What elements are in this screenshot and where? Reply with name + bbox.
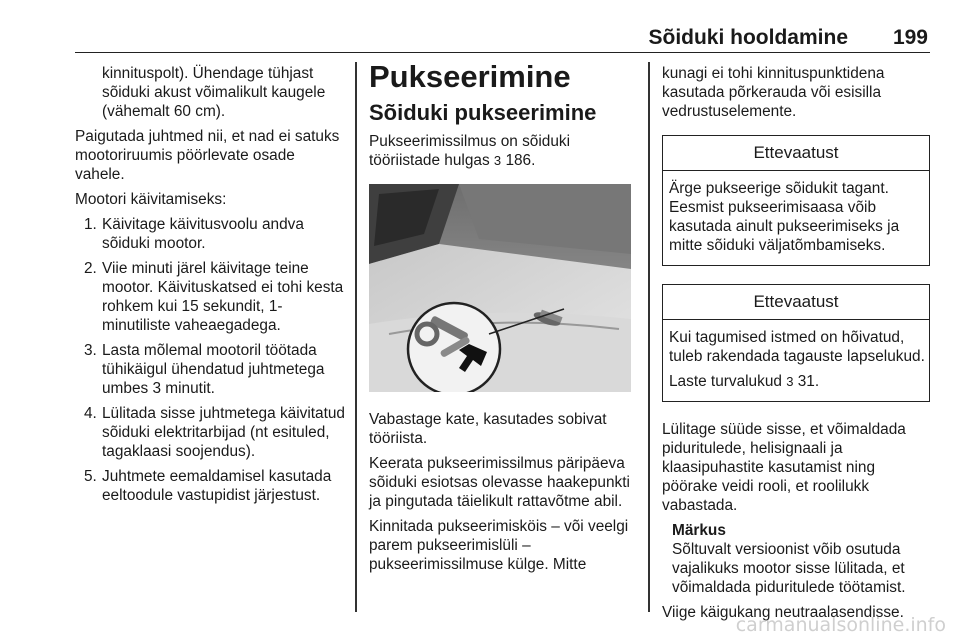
- paragraph: Keerata pukseerimissilmus päripäeva sõiduki esiotsas olevasse haakepunkti ja pingutada täielikult rattavõtme abil.: [369, 455, 630, 510]
- list-item: [75, 215, 345, 253]
- note-block: [662, 521, 930, 597]
- page-header: [75, 26, 930, 53]
- step-number: 3.: [84, 342, 97, 359]
- intro-paragraph: Pukseerimissilmus on sõiduki tööriistade hulgas 3 186.: [369, 133, 571, 169]
- column-left: [75, 64, 345, 511]
- section-title: Sõiduki hooldamine: [648, 26, 848, 49]
- caution-title: Ettevaatust: [663, 285, 929, 320]
- continued-text: kinnituspolt). Ühendage tühjast sõiduki akust võimalikult kaugele (vähemalt 60 cm).: [102, 65, 326, 120]
- caution-text: Kui tagumised istmed on hõivatud, tuleb rakendada tagauste lapselukud.: [669, 329, 925, 365]
- paragraph: Mootori käivitamiseks:: [75, 191, 227, 208]
- step-number: 2.: [84, 260, 97, 277]
- caution-box: [662, 135, 930, 266]
- note-title: Märkus: [672, 522, 726, 539]
- paragraph: Lülitage süüde sisse, et võimaldada piduritulede, helisignaali ja klaasipuhastite kasutamist ning pöörake veidi rooli, et roolilukk vabastada.: [662, 421, 906, 514]
- column-divider: [355, 62, 357, 612]
- paragraph: Viige käigukang neutraalasendisse.: [662, 604, 904, 621]
- step-text: Lülitada sisse juhtmetega käivitatud sõiduki elektritarbijad (nt esituled, tagaklaasi soojendus).: [102, 405, 345, 460]
- caution-reference: Laste turvalukud 3 31.: [669, 373, 820, 390]
- caution-box: [662, 284, 930, 402]
- paragraph: Vabastage kate, kasutades sobivat tööriista.: [369, 411, 607, 447]
- note-text: Sõltuvalt versioonist võib osutuda vajalikuks mootor sisse lülitada, et võimaldada piduritulede töötamist.: [672, 541, 906, 596]
- caution-body: [663, 320, 929, 401]
- list-item: [75, 404, 345, 461]
- column-divider: [648, 62, 650, 612]
- step-number: 1.: [84, 216, 97, 233]
- caution-body: [663, 171, 929, 265]
- step-text: Lasta mõlemal mootoril töötada tühikäigul ühendatud juhtmetega umbes 3 minutit.: [102, 342, 325, 397]
- list-item: [75, 467, 345, 505]
- column-middle: [369, 59, 637, 580]
- list-item: [75, 341, 345, 398]
- page-number: 199: [892, 26, 928, 49]
- step-text: Käivitage käivitusvoolu andva sõiduki mootor.: [102, 216, 304, 252]
- continued-text: kunagi ei tohi kinnituspunktidena kasutada põrkerauda või esisilla vedrustuselemente.: [662, 65, 885, 120]
- step-number: 5.: [84, 468, 97, 485]
- step-text: Viie minuti järel käivitage teine mootor. Käivituskatsed ei tohi kesta rohkem kui 15 sekundit, 1-minutiliste vaheaegadega.: [102, 260, 344, 334]
- paragraph: Kinnitada pukseerimisköis – või veelgi parem pukseerimislüli – pukseerimissilmuse külge. Mitte: [369, 518, 629, 573]
- paragraph: Paigutada juhtmed nii, et nad ei satuks mootoriruumis pöörlevate osade vahele.: [75, 128, 340, 183]
- reference-arrow-icon: 3: [493, 153, 502, 168]
- towing-eye-photo: [369, 184, 631, 392]
- caution-text: Ärge pukseerige sõidukit tagant. Eesmist pukseerimisaasa võib kasutada ainult pukseerimiseks ja mitte sõiduki väljatõmbamiseks.: [669, 180, 900, 254]
- column-right: [662, 64, 930, 628]
- watermark: carmanualsonline.info: [735, 614, 946, 636]
- subsection-heading: Sõiduki pukseerimine: [369, 100, 597, 125]
- reference-arrow-icon: 3: [786, 374, 794, 389]
- section-heading: Pukseerimine: [369, 59, 571, 94]
- list-item: [75, 259, 345, 335]
- step-text: Juhtmete eemaldamisel kasutada eeltoodule vastupidist järjestust.: [102, 468, 332, 504]
- steps-list: [75, 215, 345, 505]
- caution-title: Ettevaatust: [663, 136, 929, 171]
- step-number: 4.: [84, 405, 97, 422]
